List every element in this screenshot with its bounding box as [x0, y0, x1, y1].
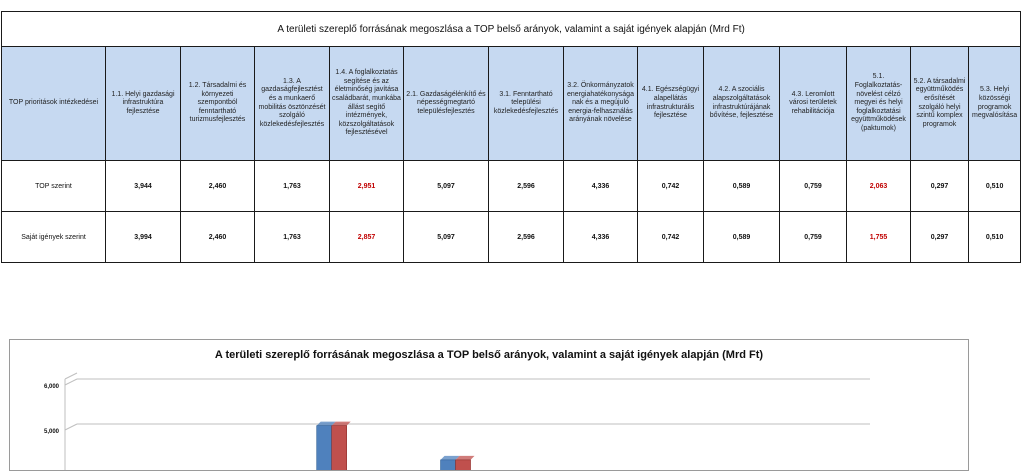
- header-row: [2, 47, 1021, 161]
- table-cell: 0,589: [704, 161, 780, 212]
- table-cell: 0,297: [911, 212, 969, 263]
- column-header: 5.3. Helyi közösségi programok megvalósítása: [969, 47, 1021, 161]
- column-header: 3.2. Önkormányzatok energiahatékonysága nak és a megújuló energia-felhasználás arányának növelése: [564, 47, 638, 161]
- table-cell-highlight: 2,857: [330, 212, 404, 263]
- bar: [332, 426, 347, 470]
- gridline-depth: [65, 424, 77, 430]
- table-cell: 0,742: [638, 212, 704, 263]
- column-header: 5.1. Foglalkoztatás-növelést célzó megyei és helyi foglalkoztatási együttműködések (paktumok): [847, 47, 911, 161]
- table-cell: 3,944: [106, 161, 181, 212]
- column-header: 1.4. A foglalkoztatás segítése és az életminőség javítása családbarát, munkába állást segítő intézmények, közszolgáltatások fejlesztésével: [330, 47, 404, 161]
- table-cell: 5,097: [404, 161, 489, 212]
- table-cell-highlight: 1,755: [847, 212, 911, 263]
- column-header: 1.1. Helyi gazdasági infrastruktúra fejlesztése: [106, 47, 181, 161]
- table-cell-highlight: 2,951: [330, 161, 404, 212]
- bar: [317, 426, 332, 470]
- table-cell: 0,759: [780, 161, 847, 212]
- chart-title: A területi szereplő forrásának megoszlása a TOP belső arányok, valamint a saját igények alapján (Mrd Ft): [214, 349, 764, 361]
- column-header: 1.3. A gazdaságfejlesztést és a munkaerő mobilitás ösztönzését szolgáló közlekedésfejlesztés: [255, 47, 330, 161]
- table-row-top: [2, 161, 1021, 212]
- table-cell: 2,596: [489, 161, 564, 212]
- column-header: 4.1. Egészségügyi alapellátás infrastrukturális fejlesztése: [638, 47, 704, 161]
- y-tick-label: 5,000: [43, 429, 59, 435]
- gridline-depth: [65, 379, 77, 385]
- row-header-label: TOP prioritások intézkedései: [2, 47, 106, 161]
- table-row-own: [2, 212, 1021, 263]
- column-header: 2.1. Gazdaságélénkítő és népességmegtartó településfejlesztés: [404, 47, 489, 161]
- table-cell: 3,994: [106, 212, 181, 263]
- table-cell: 0,759: [780, 212, 847, 263]
- column-header: 4.3. Leromlott városi területek rehabilitációja: [780, 47, 847, 161]
- table-cell: 4,336: [564, 212, 638, 263]
- table-cell: 2,460: [181, 161, 255, 212]
- chart-wall-edge: [65, 373, 77, 379]
- column-header: 4.2. A szociális alapszolgáltatások infrastruktúrájának bővítése, fejlesztése: [704, 47, 780, 161]
- table-cell: 2,596: [489, 212, 564, 263]
- bar: [441, 460, 456, 470]
- chart-container: [9, 339, 969, 471]
- table-cell: 4,336: [564, 161, 638, 212]
- table-cell: 0,742: [638, 161, 704, 212]
- table-cell: 0,589: [704, 212, 780, 263]
- column-header: 3.1. Fenntartható települési közlekedésfejlesztés: [489, 47, 564, 161]
- column-header: 1.2. Társadalmi és környezeti szempontból fenntartható turizmusfejlesztés: [181, 47, 255, 161]
- row-label: TOP szerint: [2, 161, 106, 212]
- table-cell: 2,460: [181, 212, 255, 263]
- column-header: 5.2. A társadalmi együttműködés erősítését szolgáló helyi szintű komplex programok: [911, 47, 969, 161]
- bar-chart: [10, 340, 968, 470]
- table-cell: 0,510: [969, 161, 1021, 212]
- table-cell: 5,097: [404, 212, 489, 263]
- bar: [456, 460, 471, 470]
- table-title: A területi szereplő forrásának megoszlása a TOP belső arányok, valamint a saját igények alapján (Mrd Ft): [2, 12, 1021, 47]
- table-cell-highlight: 2,063: [847, 161, 911, 212]
- table-cell: 0,510: [969, 212, 1021, 263]
- table-cell: 0,297: [911, 161, 969, 212]
- table-cell: 1,763: [255, 161, 330, 212]
- row-label: Saját igények szerint: [2, 212, 106, 263]
- table-cell: 1,763: [255, 212, 330, 263]
- allocation-table: [1, 11, 1021, 263]
- y-tick-label: 6,000: [43, 384, 59, 390]
